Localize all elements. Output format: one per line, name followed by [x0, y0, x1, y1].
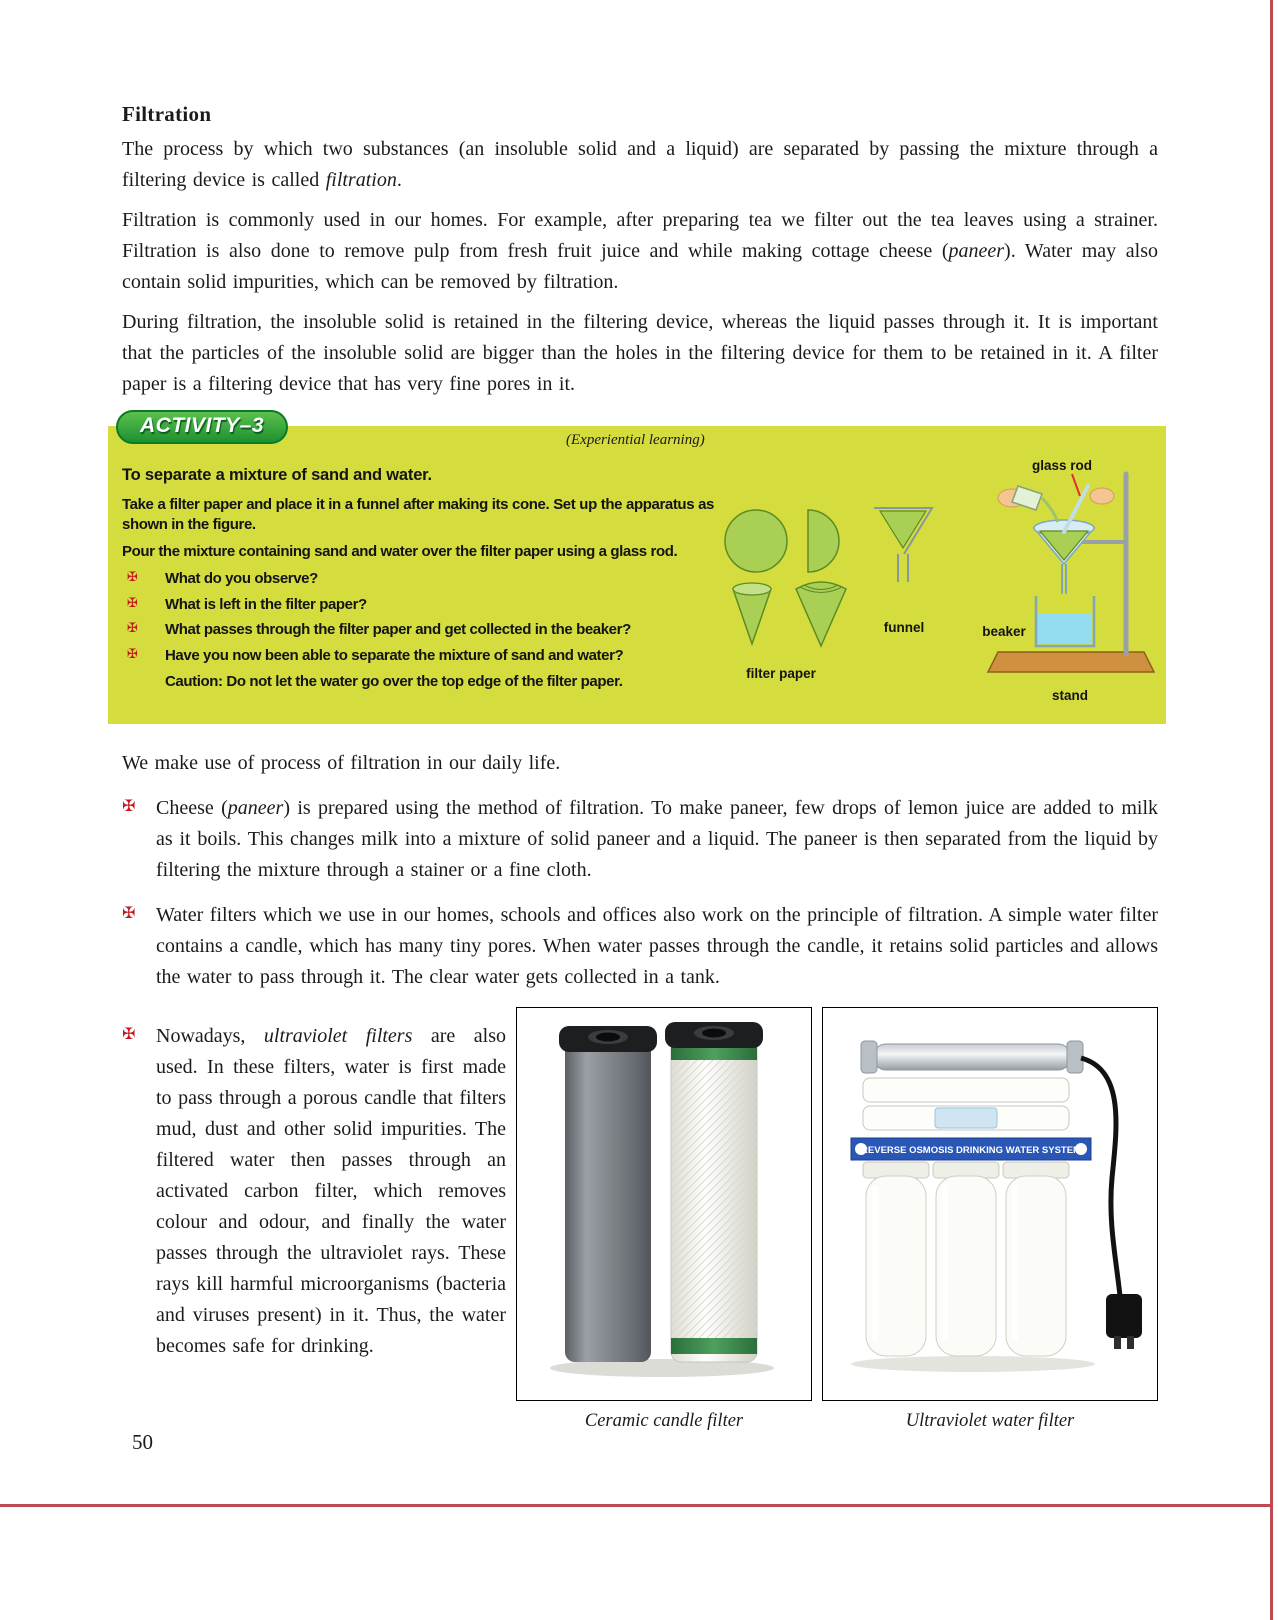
white-candle-green-band-top [671, 1046, 757, 1060]
intro-paragraph-2 [122, 205, 1158, 298]
label-filter-paper: filter paper [746, 666, 816, 681]
text: Filtration is commonly used in our homes. For example, after preparing tea we filter out the tea leaves using a strainer. Filtration is also done to remove pulp from fresh fruit juice and while making cottage cheese ( [122, 209, 1158, 262]
activity-question [122, 620, 714, 641]
uv-filter-illustration [823, 1008, 1157, 1400]
banner-text: REVERSE OSMOSIS DRINKING WATER SYSTEM [861, 1145, 1081, 1156]
bottom-row [122, 1007, 1158, 1432]
text: ) is prepared using the method of filtration. To make paneer, few drops of lemon juice are added to milk as it boils. This changes milk into a mixture of solid paneer and a liquid. The paneer is then separated from the liquid by filtering the mixture through a stainer or a fine cloth. [156, 797, 1159, 881]
text: ). Water may also contain solid impurities, which can be removed by filtration. [122, 240, 1158, 293]
maltese-cross-icon: ✠ [122, 796, 136, 815]
label-stand: stand [1051, 688, 1089, 703]
maltese-cross-icon: ✠ [127, 595, 138, 611]
hand-right [1090, 488, 1114, 504]
question-text: What passes through the filter paper and get collected in the beaker? [165, 621, 631, 639]
gray-candle-hole [596, 1033, 620, 1042]
filter-stage-1 [863, 1078, 1069, 1102]
right-rule [1270, 0, 1273, 1620]
question-text: What is left in the filter paper? [165, 595, 367, 613]
uv-lamp-cap-right [1067, 1041, 1083, 1073]
activity-label: ACTIVITY–3 [140, 414, 265, 437]
uv-filter-image [822, 1007, 1158, 1401]
bullet-text [156, 1021, 506, 1362]
gray-candle-body [565, 1042, 651, 1362]
italic-term: paneer [948, 240, 1005, 262]
filtration-apparatus-figure [696, 456, 1156, 704]
text: Cheese ( [156, 797, 228, 819]
italic-term: filtration [325, 169, 397, 191]
stage-sticker [935, 1108, 997, 1128]
activity-question [122, 595, 714, 616]
activity-label-badge [116, 410, 288, 444]
glass-rod-leader-line [1072, 474, 1080, 496]
filter-paper-folded-shape [796, 582, 846, 646]
uv-lamp-tube [873, 1044, 1071, 1070]
beaker-water [1038, 614, 1092, 644]
activity-box [108, 414, 1166, 724]
bullet-ultraviolet [122, 1021, 506, 1362]
filter-paper-cone-shape [733, 589, 771, 644]
bullet-text [156, 793, 1158, 886]
figure-uv-filter [822, 1007, 1158, 1432]
label-glass-rod: glass rod [1031, 458, 1093, 473]
floor-shadow [851, 1356, 1095, 1372]
text: . [396, 169, 402, 191]
italic-term: ultraviolet filters [263, 1025, 413, 1047]
label-funnel: funnel [883, 620, 925, 635]
activity-question [122, 569, 714, 590]
funnel-stem [1062, 564, 1066, 594]
cone-mouth [733, 583, 771, 595]
stand-filter-cone [1040, 531, 1088, 560]
adapter-prong [1114, 1336, 1121, 1349]
activity-title: To separate a mixture of sand and water. [122, 466, 432, 484]
maltese-cross-icon: ✠ [122, 1024, 136, 1043]
activity-text [122, 464, 714, 692]
intro-paragraph-1 [122, 134, 1158, 196]
activity-caution: Caution: Do not let the water go over the top edge of the filter paper. [165, 672, 623, 690]
text: Nowadays, [156, 1025, 264, 1047]
intro-paragraph-3: During filtration, the insoluble solid is retained in the filtering device, whereas the liquid passes through it. It is important that the particles of the insoluble solid are bigger than the holes in the filtering device for them to be retained in it. A filter paper is a filtering device that has very fine pores in it. [122, 311, 1158, 395]
bottom-rule [0, 1504, 1270, 1507]
ceramic-filter-image [516, 1007, 812, 1401]
page-number: 50 [132, 1430, 153, 1454]
label-beaker: beaker [982, 624, 1026, 639]
question-text: What do you observe? [165, 569, 318, 587]
maltese-cross-icon: ✠ [127, 569, 138, 585]
caption-uv-filter: Ultraviolet water filter [905, 1411, 1075, 1431]
stand-base [988, 652, 1154, 672]
white-candle-texture [671, 1060, 757, 1338]
activity-tagline: (Experiential learning) [566, 432, 705, 448]
maltese-cross-icon: ✠ [127, 621, 138, 637]
text: are also used. In these filters, water is first made to pass through a porous candle that filters mud, dust and other solid impurities. The filtered water then passes through an activated carbon filter, which removes colour and odour, and finally the water passes through the ultraviolet rays. These rays kill harmful microorganisms (bacteria and viruses present) in it. Thus, the water becomes safe for drinking. [156, 1025, 506, 1357]
white-candle-green-band-bottom [671, 1338, 757, 1354]
caption-ceramic-filter: Ceramic candle filter [584, 1411, 744, 1431]
text: The process by which two substances (an insoluble solid and a liquid) are separated by passing the mixture through a filtering device is called [122, 138, 1158, 191]
bullet-water-filters [122, 900, 1158, 993]
lead-sentence: We make use of process of filtration in our daily life. [122, 752, 561, 774]
bullet-cheese [122, 793, 1158, 886]
figure-ceramic-filter [516, 1007, 812, 1432]
maltese-cross-icon: ✠ [122, 903, 136, 922]
ceramic-filter-illustration [517, 1008, 811, 1400]
adapter-prong [1127, 1336, 1134, 1349]
power-adapter [1106, 1294, 1142, 1338]
activity-step-1: Take a filter paper and place it in a funnel after making its cone. Set up the apparatus as shown in the figure. [122, 495, 714, 534]
power-cable [1081, 1058, 1120, 1296]
filter-paper-circle-shape [725, 510, 787, 572]
question-text: Have you now been able to separate the mixture of sand and water? [165, 646, 624, 664]
page-content [122, 102, 1158, 1432]
bullet-text: Water filters which we use in our homes, schools and offices also work on the principle of filtration. A simple water filter contains a candle, which has many tiny pores. When water passes through the candle, it retains solid particles and allows the water to pass through it. The clear water gets collected in a tank. [156, 904, 1158, 988]
maltese-cross-icon: ✠ [127, 646, 138, 662]
italic-term: paneer [227, 797, 284, 819]
pour-stream [1042, 498, 1058, 522]
activity-body [122, 458, 1152, 710]
activity-question [122, 646, 714, 667]
filter-paper-half-shape [808, 510, 839, 572]
section-heading: Filtration [122, 102, 212, 126]
activity-step-2: Pour the mixture containing sand and water over the filter paper using a glass rod. [122, 543, 678, 561]
white-candle-hole [702, 1029, 726, 1038]
uv-lamp-cap-left [861, 1041, 877, 1073]
